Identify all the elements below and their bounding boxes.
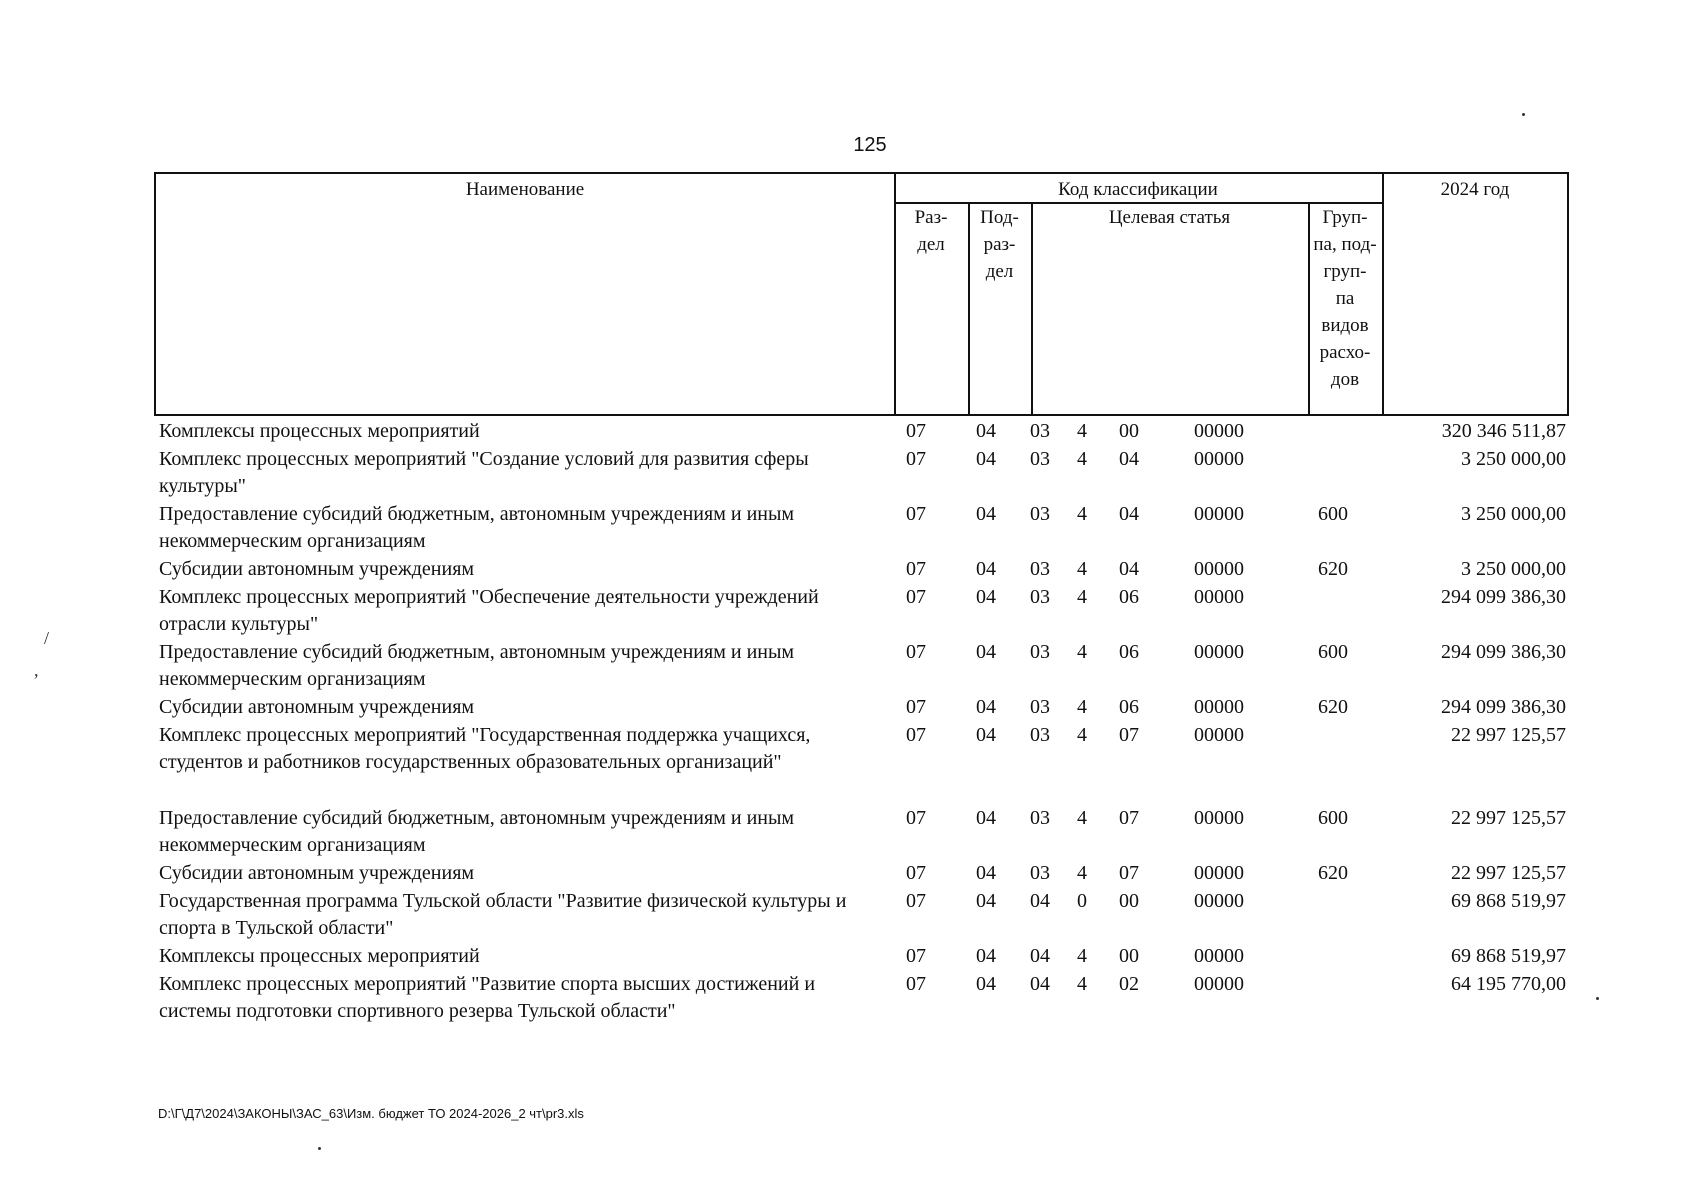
row-razdel: 07 [906,503,926,525]
row-expense-type: 600 [1318,503,1348,525]
table-row [154,722,1569,805]
row-amount: 64 195 770,00 [1451,973,1566,995]
row-type: 4 [1077,503,1087,525]
header-group-line: па, под- [1313,234,1377,255]
header-podrazdel [968,204,1031,285]
row-type: 4 [1077,945,1087,967]
header-classification: Код классификации [1058,179,1218,200]
row-name: Комплекс процессных мероприятий "Развитие спорта высших достижений и системы подготовки спортивного резерва Тульской области" [159,973,816,1022]
scan-speck [1596,997,1599,1000]
header-target: Целевая статья [1108,207,1231,228]
row-amount: 294 099 386,30 [1441,586,1566,608]
row-type: 4 [1077,586,1087,608]
row-complex: 06 [1119,696,1139,718]
row-razdel: 07 [906,448,926,470]
row-amount: 22 997 125,57 [1451,807,1566,829]
row-razdel: 07 [906,558,926,580]
table-row [154,694,1569,722]
row-name: Субсидии автономным учреждениям [159,558,475,580]
header-podrazdel-line: дел [985,261,1014,282]
row-podrazdel: 04 [976,696,996,718]
row-complex: 04 [1119,503,1139,525]
row-direction: 00000 [1194,503,1244,525]
header-group [1308,204,1382,393]
table-row [154,860,1569,888]
table-row [154,971,1569,1026]
row-amount: 3 250 000,00 [1461,448,1566,470]
row-direction: 00000 [1194,696,1244,718]
row-amount: 3 250 000,00 [1461,558,1566,580]
row-podrazdel: 04 [976,558,996,580]
row-program: 04 [1030,945,1050,967]
row-name: Предоставление субсидий бюджетным, автономным учреждениям и иным некоммерческим организациям [159,503,795,552]
row-name: Предоставление субсидий бюджетным, автономным учреждениям и иным некоммерческим организациям [159,641,795,690]
row-razdel: 07 [906,420,926,442]
row-amount: 69 868 519,97 [1451,945,1566,967]
header-group-line: груп- [1323,261,1367,282]
header-razdel [894,204,968,258]
row-program: 03 [1030,448,1050,470]
row-name: Комплексы процессных мероприятий [159,420,480,442]
row-expense-type: 620 [1318,558,1348,580]
row-razdel: 07 [906,807,926,829]
row-type: 4 [1077,641,1087,663]
row-direction: 00000 [1194,641,1244,663]
row-direction: 00000 [1194,558,1244,580]
header-podrazdel-line: Под- [980,207,1019,228]
row-name: Комплекс процессных мероприятий "Обеспечение деятельности учреждений отрасли культуры" [159,586,819,635]
row-type: 4 [1077,807,1087,829]
row-podrazdel: 04 [976,890,996,912]
row-podrazdel: 04 [976,420,996,442]
row-program: 03 [1030,724,1050,746]
row-podrazdel: 04 [976,724,996,746]
row-program: 03 [1030,862,1050,884]
row-program: 03 [1030,558,1050,580]
row-type: 4 [1077,724,1087,746]
row-name: Субсидии автономным учреждениям [159,862,475,884]
row-complex: 00 [1119,890,1139,912]
row-type: 4 [1077,558,1087,580]
row-direction: 00000 [1194,448,1244,470]
row-program: 03 [1030,641,1050,663]
margin-mark: / [44,628,50,648]
header-razdel-line: дел [917,234,945,255]
table-row [154,943,1569,971]
row-expense-type: 620 [1318,862,1348,884]
row-amount: 69 868 519,97 [1451,890,1566,912]
row-name: Субсидии автономным учреждениям [159,696,475,718]
row-complex: 04 [1119,558,1139,580]
table-row [154,584,1569,639]
header-divider [1382,174,1384,414]
header-divider [1031,202,1033,414]
row-razdel: 07 [906,696,926,718]
header-group-line: па [1335,288,1355,309]
row-razdel: 07 [906,973,926,995]
row-program: 03 [1030,420,1050,442]
row-expense-type: 600 [1318,807,1348,829]
row-amount: 294 099 386,30 [1441,641,1566,663]
row-amount: 294 099 386,30 [1441,696,1566,718]
row-complex: 07 [1119,807,1139,829]
row-name: Государственная программа Тульской области "Развитие физической культуры и спорта в Тульской области" [159,890,847,939]
scan-speck [318,1147,321,1150]
row-direction: 00000 [1194,586,1244,608]
row-podrazdel: 04 [976,586,996,608]
table-row [154,639,1569,694]
header-name: Наименование [465,179,585,200]
row-program: 04 [1030,890,1050,912]
row-program: 03 [1030,586,1050,608]
row-direction: 00000 [1194,890,1244,912]
row-complex: 07 [1119,724,1139,746]
row-direction: 00000 [1194,973,1244,995]
row-name: Предоставление субсидий бюджетным, автономным учреждениям и иным некоммерческим организациям [159,807,795,856]
row-complex: 04 [1119,448,1139,470]
row-complex: 07 [1119,862,1139,884]
row-podrazdel: 04 [976,641,996,663]
table-row [154,446,1569,501]
row-name: Комплекс процессных мероприятий "Создание условий для развития сферы культуры" [159,448,809,497]
row-complex: 00 [1119,945,1139,967]
margin-mark: , [34,660,39,680]
header-group-line: дов [1330,369,1360,390]
row-amount: 22 997 125,57 [1451,862,1566,884]
table-row [154,888,1569,943]
row-program: 03 [1030,807,1050,829]
table-row [154,556,1569,584]
row-direction: 00000 [1194,945,1244,967]
header-year: 2024 год [1440,179,1510,200]
row-podrazdel: 04 [976,503,996,525]
row-type: 4 [1077,862,1087,884]
row-amount: 22 997 125,57 [1451,724,1566,746]
row-program: 03 [1030,503,1050,525]
row-podrazdel: 04 [976,862,996,884]
row-type: 4 [1077,973,1087,995]
row-razdel: 07 [906,945,926,967]
row-razdel: 07 [906,862,926,884]
header-podrazdel-line: раз- [983,234,1016,255]
row-name: Комплекс процессных мероприятий "Государственная поддержка учащихся, студентов и работников государственных образовательных организаций" [159,724,811,773]
row-direction: 00000 [1194,862,1244,884]
row-type: 4 [1077,448,1087,470]
table-row [154,805,1569,860]
row-type: 4 [1077,420,1087,442]
row-razdel: 07 [906,641,926,663]
header-razdel-line: Раз- [914,207,948,228]
table-row [154,418,1569,446]
header-group-line: видов [1321,315,1369,336]
row-podrazdel: 04 [976,448,996,470]
row-program: 04 [1030,973,1050,995]
row-complex: 06 [1119,641,1139,663]
row-expense-type: 620 [1318,696,1348,718]
row-amount: 320 346 511,87 [1441,420,1566,442]
row-razdel: 07 [906,890,926,912]
row-razdel: 07 [906,724,926,746]
table-row [154,501,1569,556]
scan-speck [1522,113,1525,116]
page-number: 125 [853,134,887,156]
row-direction: 00000 [1194,807,1244,829]
table-header [154,172,1569,416]
row-podrazdel: 04 [976,807,996,829]
row-complex: 02 [1119,973,1139,995]
table-body [154,418,1569,1026]
row-type: 0 [1077,890,1087,912]
row-type: 4 [1077,696,1087,718]
row-amount: 3 250 000,00 [1461,503,1566,525]
row-razdel: 07 [906,586,926,608]
row-complex: 00 [1119,420,1139,442]
row-direction: 00000 [1194,420,1244,442]
row-podrazdel: 04 [976,945,996,967]
header-group-line: расхо- [1319,342,1371,363]
row-direction: 00000 [1194,724,1244,746]
row-expense-type: 600 [1318,641,1348,663]
row-name: Комплексы процессных мероприятий [159,945,480,967]
file-path: D:\Г\Д7\2024\ЗАКОНЫ\ЗАС_63\Изм. бюджет ТО 2024-2026_2 чт\pr3.xls [158,1106,584,1121]
row-podrazdel: 04 [976,973,996,995]
header-group-line: Груп- [1322,207,1368,228]
row-program: 03 [1030,696,1050,718]
row-complex: 06 [1119,586,1139,608]
